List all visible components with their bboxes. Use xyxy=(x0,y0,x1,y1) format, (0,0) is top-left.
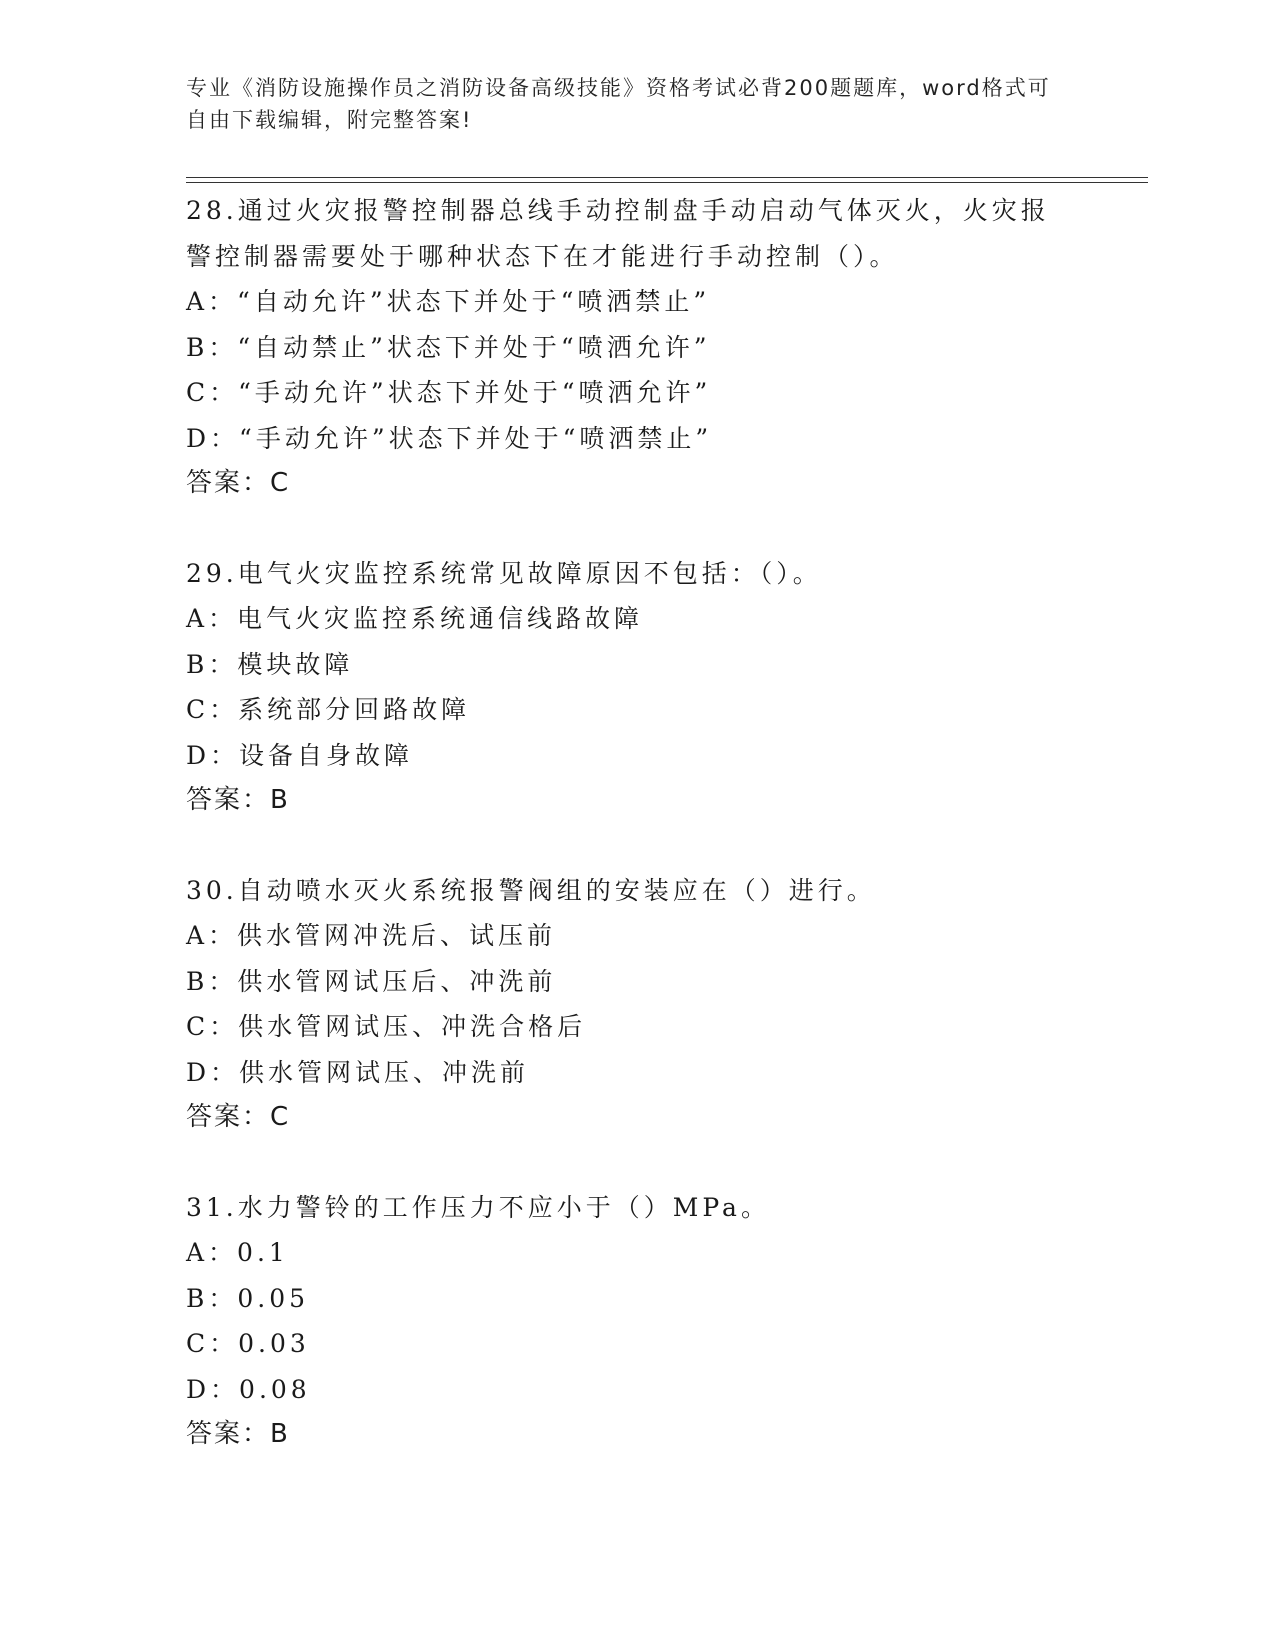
option-c: C：0.03 xyxy=(186,1329,310,1358)
question-29 xyxy=(186,551,1086,824)
option-a: A：“自动允许”状态下并处于“喷洒禁止” xyxy=(186,287,711,316)
header-divider-bottom xyxy=(186,182,1148,183)
question-30 xyxy=(186,868,1086,1141)
question-list xyxy=(186,188,1086,1502)
option-c: C：系统部分回路故障 xyxy=(186,695,471,724)
option-d: D：设备自身故障 xyxy=(186,740,414,770)
question-31 xyxy=(186,1185,1086,1458)
option-a: A：电气火灾监控系统通信线路故障 xyxy=(186,604,644,633)
option-d: D：供水管网试压、冲洗前 xyxy=(186,1057,530,1087)
option-a: A：供水管网冲洗后、试压前 xyxy=(186,921,557,950)
question-stem: 29.电气火灾监控系统常见故障原因不包括：（）。 xyxy=(186,558,822,588)
answer-text: 答案：B xyxy=(186,785,290,815)
answer-text: 答案：C xyxy=(186,468,291,498)
answer-text: 答案：B xyxy=(186,1419,290,1449)
option-b: B：供水管网试压后、冲洗前 xyxy=(186,966,557,996)
option-b: B：0.05 xyxy=(186,1283,310,1313)
question-stem: 28.通过火灾报警控制器总线手动控制盘手动启动气体灭火，火灾报警控制器需要处于哪种状态下在才能进行手动控制（）。 xyxy=(186,196,1050,271)
question-stem: 31.水力警铃的工作压力不应小于（）MPa。 xyxy=(186,1192,770,1222)
option-b: B：“自动禁止”状态下并处于“喷洒允许” xyxy=(186,332,711,362)
option-c: C：供水管网试压、冲洗合格后 xyxy=(186,1012,587,1041)
option-c: C：“手动允许”状态下并处于“喷洒允许” xyxy=(186,378,712,407)
document-header: 专业《消防设施操作员之消防设备高级技能》资格考试必背200题题库，word格式可自由下载编辑，附完整答案! xyxy=(186,76,1051,132)
option-d: D：“手动允许”状态下并处于“喷洒禁止” xyxy=(186,423,713,453)
question-28 xyxy=(186,188,1086,507)
question-stem: 30.自动喷水灭火系统报警阀组的安装应在（）进行。 xyxy=(186,875,876,905)
option-a: A：0.1 xyxy=(186,1238,289,1267)
answer-text: 答案：C xyxy=(186,1102,291,1132)
option-b: B：模块故障 xyxy=(186,649,354,679)
option-d: D：0.08 xyxy=(186,1374,311,1404)
header-divider-top xyxy=(186,177,1148,178)
